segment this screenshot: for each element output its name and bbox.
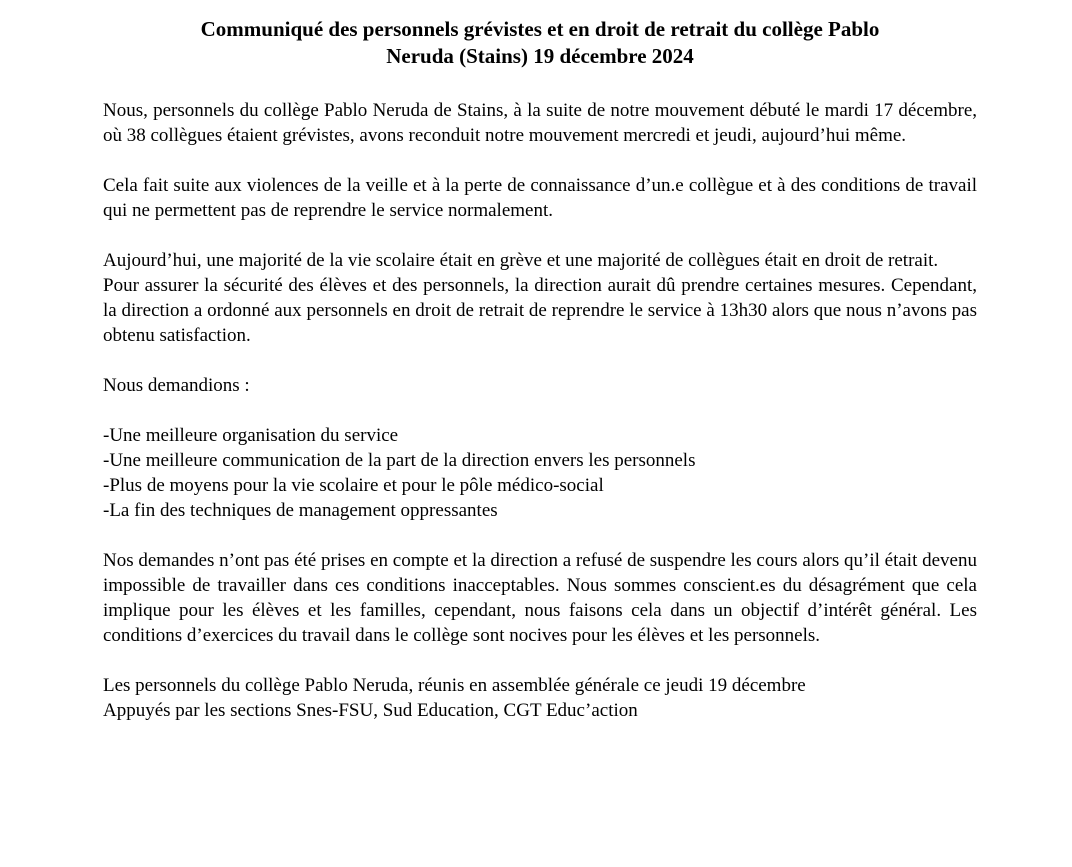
- document-title: [100, 16, 980, 70]
- demand-item: -La fin des techniques de management oppressantes: [103, 500, 498, 521]
- paragraph-signatories: Les personnels du collège Pablo Neruda, réunis en assemblée générale ce jeudi 19 décembre: [103, 675, 806, 696]
- paragraph-supporters: Appuyés par les sections Snes-FSU, Sud Education, CGT Educ’action: [103, 700, 638, 721]
- paragraph-intro: Nous, personnels du collège Pablo Neruda de Stains, à la suite de notre mouvement débuté le mardi 17 décembre, où 38 collègues étaient grévistes, avons reconduit notre mouvement mercredi et jeudi, aujourd’hui même.: [103, 100, 977, 146]
- demand-item: -Une meilleure communication de la part de la direction envers les personnels: [103, 450, 696, 471]
- demand-item: -Une meilleure organisation du service: [103, 425, 399, 446]
- paragraph-context: Cela fait suite aux violences de la veille et à la perte de connaissance d’un.e collègue et à des conditions de travail qui ne permettent pas de reprendre le service normalement.: [103, 175, 977, 221]
- paragraph-demands-intro: Nous demandions :: [103, 375, 250, 396]
- demand-item: -Plus de moyens pour la vie scolaire et pour le pôle médico-social: [103, 475, 604, 496]
- title-line-1: Communiqué des personnels grévistes et en droit de retrait du collège Pablo: [200, 17, 880, 41]
- title-line-2: Neruda (Stains) 19 décembre 2024: [386, 44, 694, 68]
- demands-list: [103, 423, 977, 523]
- paragraph-today: Aujourd’hui, une majorité de la vie scolaire était en grève et une majorité de collègues était en droit de retrait.: [103, 250, 939, 271]
- paragraph-refusal: Nos demandes n’ont pas été prises en compte et la direction a refusé de suspendre les cours alors qu’il était devenu impossible de travailler dans ces conditions inacceptables. Nous sommes conscient.es du désagrément que cela implique pour les élèves et les familles, cependant, nous faisons cela dans un objectif d’intérêt général. Les conditions d’exercices du travail dans le collège sont nocives pour les élèves et les personnels.: [103, 550, 977, 646]
- document-body: [103, 98, 977, 723]
- paragraph-security: Pour assurer la sécurité des élèves et des personnels, la direction aurait dû prendre certaines mesures. Cependant, la direction a ordonné aux personnels en droit de retrait de reprendre le service à 13h30 alors que nous n’avons pas obtenu satisfaction.: [103, 275, 977, 346]
